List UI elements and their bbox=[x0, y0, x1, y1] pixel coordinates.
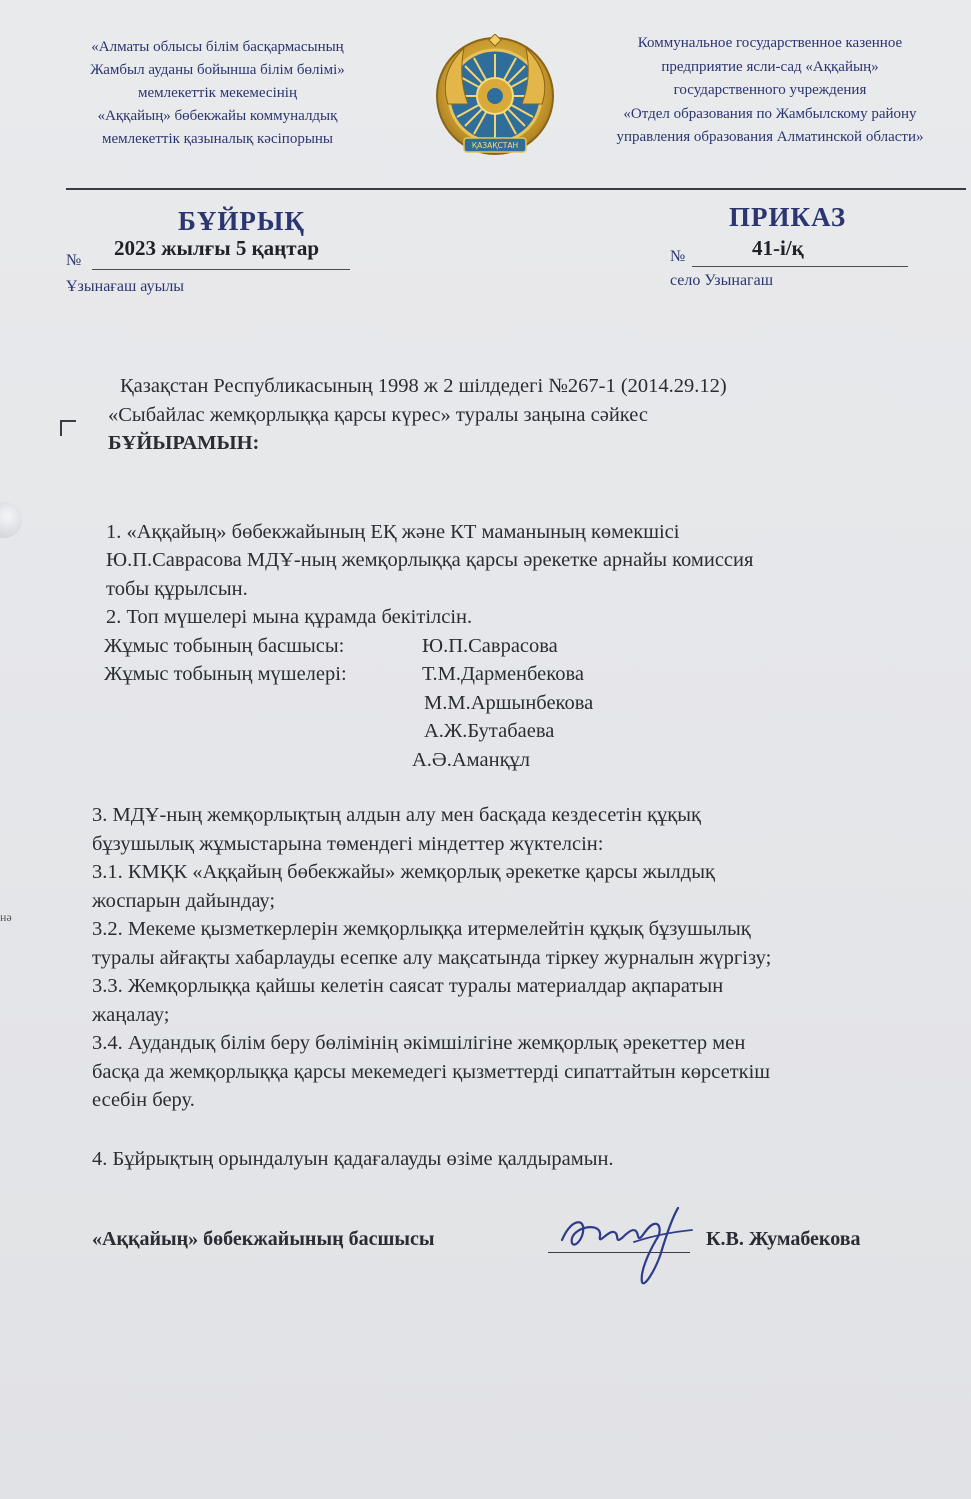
preamble-line: Қазақстан Республикасының 1998 ж 2 шілдедегі №267-1 (2014.29.12) bbox=[120, 375, 727, 397]
header-left-line: мемлекеттік мекемесінің bbox=[138, 85, 297, 101]
signatory-name: К.В. Жумабекова bbox=[706, 1228, 861, 1250]
number-sign-left: № bbox=[66, 252, 82, 269]
group-head-name: Ю.П.Саврасова bbox=[422, 634, 558, 657]
order-date: 2023 жылғы 5 қаңтар bbox=[114, 236, 320, 260]
header-left-line: мемлекеттік қазыналық кәсіпорыны bbox=[101, 131, 334, 147]
item-line: 1. «Аққайың» бөбекжайының ЕҚ және КТ маманының көмекшісі bbox=[106, 520, 680, 543]
number-sign-right: № bbox=[670, 248, 686, 265]
order-title-ru: ПРИКАЗ bbox=[729, 202, 847, 232]
item-line: 3. МДҰ-ның жемқорлықтың алдын алу мен басқада кездесетін құқық bbox=[92, 804, 701, 826]
header-left-line: Жамбыл ауданы бойынша білім бөлімі» bbox=[90, 62, 345, 78]
signature-block bbox=[92, 1224, 962, 1284]
item-line: басқа да жемқорлыққа қарсы мекемедегі қызметтерді сипаттайтын көрсеткіш bbox=[92, 1060, 771, 1083]
item-line: бұзушылық жұмыстарына төмендегі міндеттер жүктелсін: bbox=[92, 832, 604, 855]
item-line: тобы құрылсын. bbox=[106, 577, 248, 600]
item-line: Ю.П.Саврасова МДҰ-ның жемқорлыққа қарсы әрекетке арнайы комиссия bbox=[106, 549, 754, 571]
header-right-line: «Отдел образования по Жамбылскому району bbox=[623, 105, 917, 122]
number-underline bbox=[692, 266, 908, 267]
signatory-role: «Аққайың» бөбекжайының басшысы bbox=[92, 1228, 435, 1250]
item-line: есебін беру. bbox=[92, 1089, 195, 1111]
command-heading: БҰЙЫРАМЫН: bbox=[108, 432, 260, 454]
header-left-line: «Алматы облысы білім басқармасының bbox=[91, 39, 344, 55]
item-line: 2. Топ мүшелері мына құрамда бекітілсін. bbox=[106, 606, 473, 628]
item-line: 4. Бұйрықтың орындалуын қадағалауды өзіме қалдырамын. bbox=[92, 1147, 614, 1170]
punch-hole bbox=[0, 502, 22, 538]
item-line: жаңалау; bbox=[92, 1003, 170, 1026]
item-line: 3.1. КМҚК «Аққайың бөбекжайы» жемқорлық әрекетке қарсы жылдық bbox=[92, 861, 715, 883]
date-underline bbox=[92, 269, 350, 270]
header-left-kz bbox=[50, 36, 385, 151]
preamble-line: «Сыбайлас жемқорлыққа қарсы күрес» туралы заңына сәйкес bbox=[108, 403, 648, 426]
kazakhstan-state-emblem-icon bbox=[434, 34, 556, 162]
header-right-line: предприятие ясли-сад «Аққайың» bbox=[661, 58, 879, 75]
order-title-kz: БҰЙРЫҚ bbox=[178, 206, 305, 236]
group-members-row bbox=[92, 660, 962, 689]
item-line: 3.2. Мекеме қызметкерлерін жемқорлыққа итермелейтін құқық бұзушылық bbox=[92, 918, 751, 940]
header-left-line: «Аққайың» бөбекжайы коммуналдық bbox=[97, 108, 338, 124]
header-right-line: государственного учреждения bbox=[673, 82, 867, 98]
item-line: туралы айғақты хабарлауды есепке алу мақсатында тіркеу журналын жүргізу; bbox=[92, 946, 772, 969]
corner-mark bbox=[60, 420, 76, 436]
order-number: 41-і/қ bbox=[752, 236, 804, 260]
place-kz: Ұзынағаш ауылы bbox=[66, 278, 185, 295]
group-member: Т.М.Дарменбекова bbox=[422, 663, 584, 685]
header-right-line: Коммунальное государственное казенное bbox=[637, 35, 903, 51]
item-line: жоспарын дайындау; bbox=[92, 889, 276, 912]
header-right-ru bbox=[575, 32, 965, 150]
handwritten-signature-icon bbox=[542, 1196, 712, 1286]
emblem-text: ҚАЗАҚСТАН bbox=[471, 141, 519, 150]
order-body bbox=[92, 372, 962, 1173]
group-member: А.Ж.Бутабаева bbox=[424, 720, 555, 742]
group-member: А.Ә.Аманқұл bbox=[412, 748, 531, 771]
place-ru: село Узынагаш bbox=[670, 272, 774, 289]
item-line: 3.4. Аудандық білім беру бөлімінің әкімшілігіне жемқорлық әрекеттер мен bbox=[92, 1032, 746, 1054]
item-line: 3.3. Жемқорлыққа қайшы келетін саясат туралы материалдар ақпаратын bbox=[92, 975, 724, 997]
group-head-row bbox=[92, 632, 962, 661]
margin-fragment: нә bbox=[0, 910, 12, 924]
group-members-label: Жұмыс тобының мүшелері: bbox=[104, 663, 347, 685]
header-divider bbox=[66, 188, 966, 190]
group-member: М.М.Аршынбекова bbox=[424, 691, 594, 714]
group-head-label: Жұмыс тобының басшысы: bbox=[104, 634, 345, 657]
header-right-line: управления образования Алматинской области» bbox=[616, 129, 924, 145]
